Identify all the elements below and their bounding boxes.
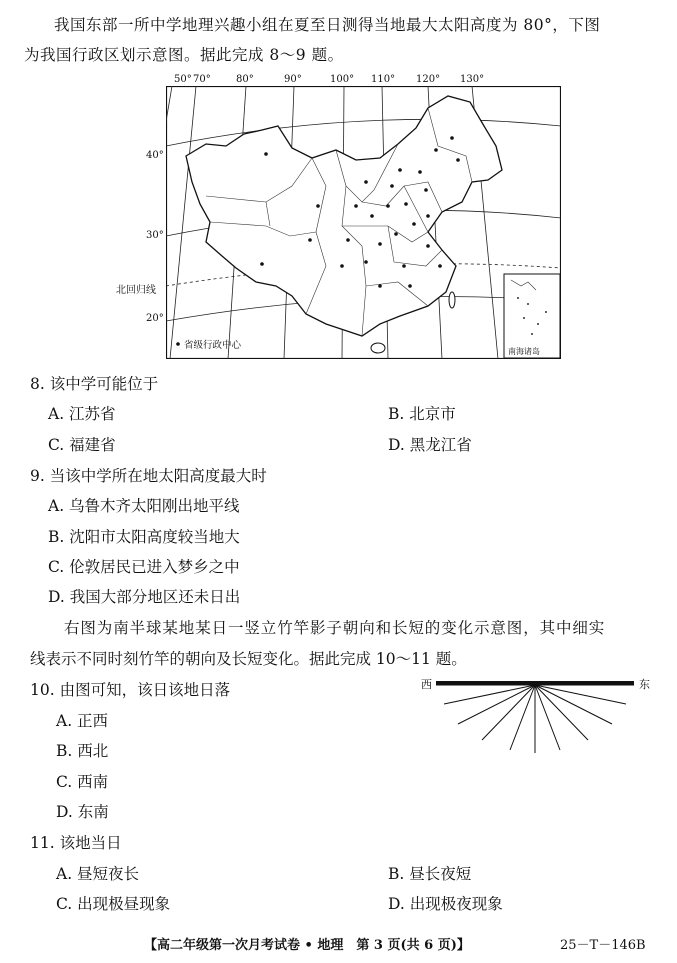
lat-label-40: 40° (146, 150, 164, 161)
china-map-svg (166, 86, 561, 359)
q11-stem: 11. 该地当日 (30, 834, 122, 852)
q10-option-d[interactable]: D. 东南 (56, 803, 109, 821)
q8-option-d[interactable]: D. 黑龙江省 (388, 436, 472, 454)
lon-label-70: 70° (193, 74, 211, 85)
lon-label-80: 80° (236, 74, 254, 85)
lon-label-50: 50° (174, 74, 192, 85)
intro-line-2: 为我国行政区划示意图。据此完成 8～9 题。 (24, 46, 344, 64)
footer-title: 【高二年级第一次月考试卷 • 地理 第 3 页(共 6 页)】 (144, 938, 470, 953)
q10-option-c[interactable]: C. 西南 (56, 773, 109, 791)
q11-option-d[interactable]: D. 出现极夜现象 (388, 895, 503, 913)
lon-label-100: 100° (330, 74, 355, 85)
q9-option-d[interactable]: D. 我国大部分地区还未日出 (48, 588, 241, 606)
intro2-line-1: 右图为南半球某地某日一竖立竹竿影子朝向和长短的变化示意图，其中细实 (64, 619, 606, 637)
q11-option-c[interactable]: C. 出现极昼现象 (56, 895, 171, 913)
inset-label: 南海诸岛 (508, 347, 540, 356)
map-legend: 省级行政中心 (184, 340, 242, 351)
q8-option-a[interactable]: A. 江苏省 (48, 405, 116, 423)
q9-option-c[interactable]: C. 伦敦居民已进入梦乡之中 (48, 558, 240, 576)
q10-stem: 10. 由图可知，该日该地日落 (30, 681, 231, 699)
q8-option-c[interactable]: C. 福建省 (48, 436, 116, 454)
intro-line-1: 我国东部一所中学地理兴趣小组在夏至日测得当地最大太阳高度为 80°，下图 (54, 16, 601, 34)
q11-option-a[interactable]: A. 昼短夜长 (56, 865, 140, 883)
q10-option-b[interactable]: B. 西北 (56, 742, 109, 760)
lon-label-110: 110° (371, 74, 396, 85)
q10-option-a[interactable]: A. 正西 (56, 712, 109, 730)
south-china-sea-inset (504, 274, 560, 358)
lat-label-30: 30° (146, 230, 164, 241)
lon-label-130: 130° (460, 74, 485, 85)
tropic-label: 北回归线 (116, 285, 156, 296)
lat-label-20: 20° (146, 313, 164, 324)
west-label: 西 (421, 678, 432, 691)
q9-option-a[interactable]: A. 乌鲁木齐太阳刚出地平线 (48, 497, 240, 515)
intro2-line-2: 线表示不同时刻竹竿的朝向及长短变化。据此完成 10～11 题。 (30, 650, 467, 668)
q8-option-b[interactable]: B. 北京市 (388, 405, 456, 423)
shadow-svg (420, 676, 652, 756)
q11-option-b[interactable]: B. 昼长夜短 (388, 865, 472, 883)
china-map-figure (166, 86, 561, 359)
lon-label-90: 90° (284, 74, 302, 85)
taiwan-island (449, 292, 455, 308)
footer-code: 25－T－146B (560, 938, 646, 953)
hainan-island (371, 343, 385, 353)
east-label: 东 (639, 678, 650, 691)
legend-dot-icon (176, 342, 180, 346)
lon-label-120: 120° (416, 74, 441, 85)
shadow-diagram (420, 676, 652, 756)
q9-stem: 9. 当该中学所在地太阳高度最大时 (30, 467, 267, 485)
shadow-lines (436, 685, 634, 753)
q9-option-b[interactable]: B. 沈阳市太阳高度较当地大 (48, 528, 240, 546)
q8-stem: 8. 该中学可能位于 (30, 375, 159, 393)
